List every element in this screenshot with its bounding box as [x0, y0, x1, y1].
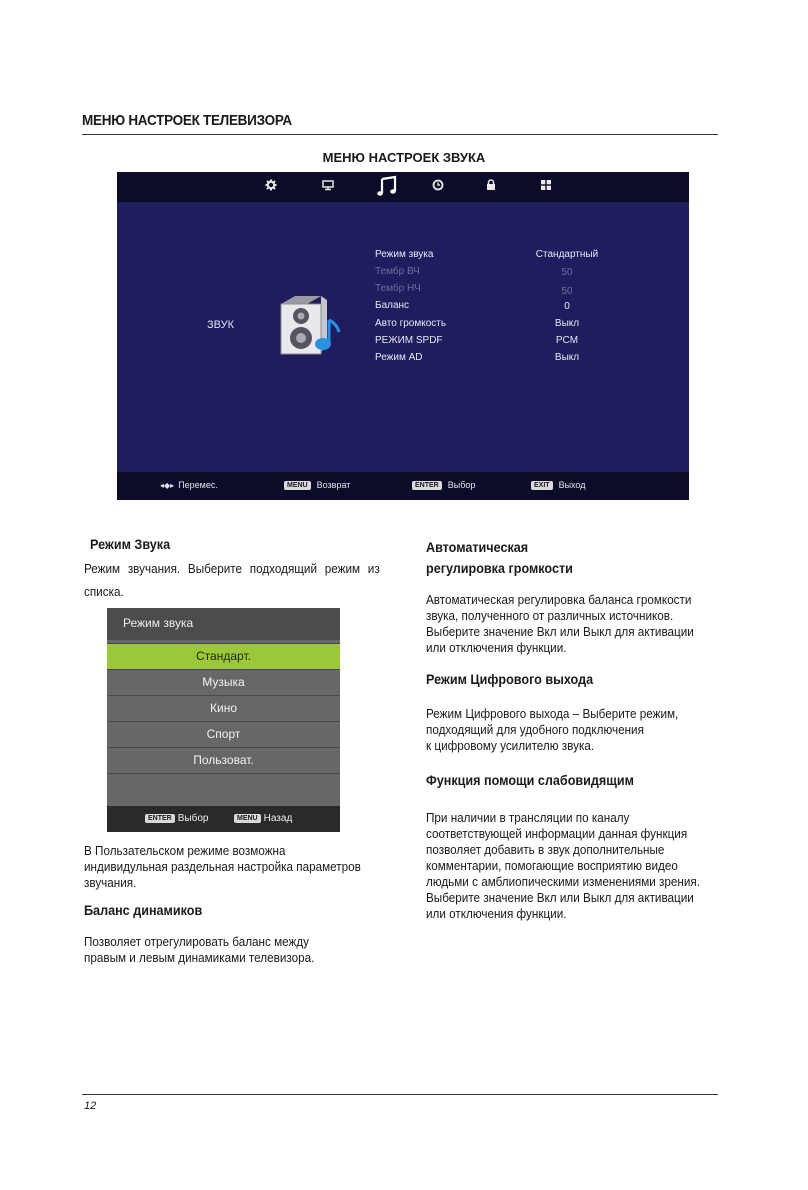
sound-mode-text-2: списка. — [84, 584, 124, 599]
ad-heading: Функция помощи слабовидящим — [426, 772, 634, 788]
music-note-icon[interactable] — [375, 175, 399, 199]
user-mode-text-1: В Пользательском режиме возможна — [84, 843, 286, 858]
enter-key: ENTER — [145, 814, 175, 823]
avl-text-4: или отключения функции. — [426, 640, 567, 655]
balance-text-2: правым и левым динамиками телевизора. — [84, 950, 315, 965]
spdif-text-1: Режим Цифрового выхода – Выберите режим, — [426, 706, 679, 721]
ad-text-6: Выберите значение Вкл или Выкл для активации — [426, 890, 694, 905]
user-mode-text-2: индивидульная раздельная настройка параметров — [84, 859, 361, 874]
menu-item-balance[interactable]: Баланс — [375, 300, 410, 311]
dpad-icon: ◂◆▸ — [160, 481, 175, 490]
section-title: МЕНЮ НАСТРОЕК ЗВУКА — [322, 150, 486, 165]
menu-value-sound-mode: Стандартный — [535, 249, 599, 260]
menu-value-bass: 50 — [561, 286, 573, 297]
exit-key: EXIT — [531, 481, 553, 490]
menu-key: MENU — [234, 814, 261, 823]
avl-text-1: Автоматическая регулировка баланса громкости — [426, 592, 692, 607]
user-mode-text-3: звучания. — [84, 875, 137, 890]
clock-icon[interactable] — [429, 178, 447, 196]
menu-hint-bar — [117, 472, 689, 500]
menu-item-ad[interactable]: Режим AD — [375, 352, 423, 363]
grid-icon[interactable] — [537, 178, 555, 196]
sound-mode-heading: Режим Звука — [90, 536, 171, 552]
menu-key: MENU — [284, 481, 311, 490]
spdif-text-3: к цифровому усилителю звука. — [426, 738, 595, 753]
enter-key: ENTER — [412, 481, 442, 490]
hint-move: ◂◆▸ Перемес. — [160, 480, 218, 490]
ad-text-5: людьми с амблиопическими изменениями зрения. — [426, 874, 701, 889]
speaker-icon — [275, 294, 345, 358]
menu-tab-bar — [117, 172, 689, 202]
spdif-text-2: подходящий для удобного подключения — [426, 722, 644, 737]
hint-select: ENTER Выбор — [412, 480, 475, 490]
tv-sound-menu — [117, 172, 689, 500]
option-standard[interactable]: Стандарт. — [107, 643, 340, 669]
ad-text-2: соответствующей информации данная функция — [426, 826, 688, 841]
hint-back: MENU Возврат — [284, 480, 350, 490]
ad-text-7: или отключения функции. — [426, 906, 567, 921]
sound-mode-text-1: Режим звучания. Выберите подходящий режим из — [84, 561, 380, 576]
spdif-heading: Режим Цифрового выхода — [426, 671, 594, 687]
page-number: 12 — [84, 1100, 97, 1112]
lock-icon[interactable] — [482, 178, 500, 196]
avl-heading-1: Автоматическая — [426, 539, 529, 555]
menu-item-treble: Тембр ВЧ — [375, 266, 420, 277]
category-label: ЗВУК — [207, 319, 235, 331]
option-sport[interactable]: Спорт — [107, 721, 340, 747]
hint-exit: EXIT Выход — [531, 480, 586, 490]
page-title: МЕНЮ НАСТРОЕК ТЕЛЕВИЗОРА — [82, 112, 292, 129]
sound-mode-popup — [107, 608, 340, 832]
footer-divider — [82, 1094, 718, 1095]
option-music[interactable]: Музыка — [107, 669, 340, 695]
menu-item-bass: Тембр НЧ — [375, 283, 421, 294]
avl-text-3: Выберите значение Вкл или Выкл для активации — [426, 624, 694, 639]
popup-hint-bar — [107, 806, 340, 832]
balance-heading: Баланс динамиков — [84, 902, 203, 918]
menu-value-auto-volume: Выкл — [554, 318, 580, 329]
option-user[interactable]: Пользоват. — [107, 747, 340, 773]
menu-item-spdif[interactable]: РЕЖИМ SPDF — [375, 335, 443, 346]
menu-value-spdif: PCM — [555, 335, 579, 346]
menu-item-sound-mode[interactable]: Режим звука — [375, 249, 434, 260]
menu-value-balance: 0 — [564, 301, 570, 312]
header-divider — [82, 134, 718, 135]
balance-text-1: Позволяет отрегулировать баланс между — [84, 934, 310, 949]
menu-value-ad: Выкл — [554, 352, 580, 363]
popup-hint-select: ENTER Выбор — [145, 813, 208, 824]
monitor-icon[interactable] — [319, 178, 337, 196]
popup-title: Режим звука — [123, 616, 194, 630]
menu-item-auto-volume[interactable]: Авто громкость — [375, 318, 447, 329]
menu-value-treble: 50 — [561, 267, 573, 278]
option-empty — [107, 773, 340, 806]
option-movie[interactable]: Кино — [107, 695, 340, 721]
ad-text-1: При наличии в трансляции по каналу — [426, 810, 630, 825]
popup-hint-back: MENU Назад — [234, 813, 292, 824]
avl-heading-2: регулировка громкости — [426, 560, 573, 576]
ad-text-4: комментарии, помогающие восприятию видео — [426, 858, 678, 873]
ad-text-3: позволяет добавить в звук дополнительные — [426, 842, 665, 857]
gear-icon[interactable] — [262, 178, 280, 196]
avl-text-2: звука, полученного от различных источников. — [426, 608, 674, 623]
popup-header — [107, 608, 340, 640]
